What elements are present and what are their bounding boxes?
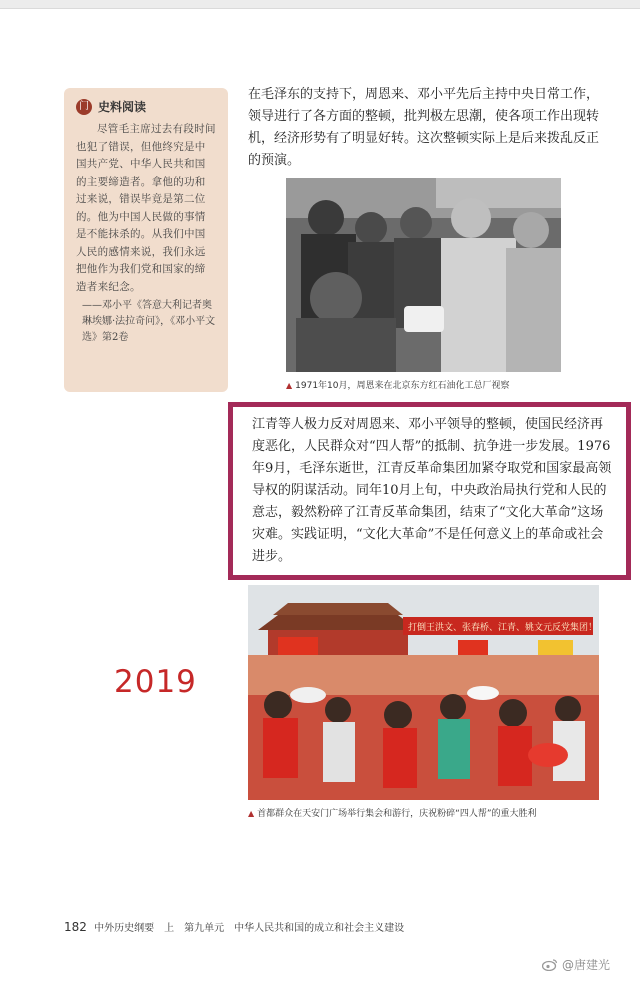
top-bar-divider xyxy=(0,8,640,9)
photo-celebration-caption-text: 首都群众在天安门广场举行集会和游行，庆祝粉碎“四人帮”的重大胜利 xyxy=(257,809,537,819)
reading-icon: 门 xyxy=(76,99,92,115)
caption-triangle-icon: ▲ xyxy=(248,809,255,818)
paragraph-top: 在毛泽东的支持下，周恩来、邓小平先后主持中央日常工作，领导进行了各方面的整顿，批判极左思潮，使各项工作出现转机，经济形势有了明显好转。这次整顿实际上是后来拨乱反正的预演。 xyxy=(248,87,600,168)
banner-text: 打倒王洪文、张春桥、江青、姚文元反党集团！ xyxy=(408,623,598,633)
photo-inspection-image xyxy=(286,178,561,372)
watermark xyxy=(542,956,610,973)
sidebar-body: 尽管毛主席过去有段时间也犯了错误，但他终究是中国共产党、中华人民共和国的主要缔造者。拿他的功和过来说，错误毕竟是第二位的。他为中国人民做的事情是不能抹杀的。从我们中国人民的感情来说，我们永远把他作为我们党和国家的缔造者来纪念。 xyxy=(76,123,216,293)
reading-sidebar xyxy=(64,88,228,392)
photo-inspection-caption-text: 1971年10月，周恩来在北京东方红石油化工总厂视察 xyxy=(295,381,510,391)
weibo-icon xyxy=(542,958,558,971)
photo-celebration-image xyxy=(248,585,599,800)
top-bar xyxy=(0,0,640,8)
photo-inspection xyxy=(286,178,561,372)
photo-celebration xyxy=(248,585,599,800)
caption-triangle-icon: ▲ xyxy=(286,381,293,390)
year-label: 2019 xyxy=(114,664,197,700)
watermark-text: @唐建光 xyxy=(562,958,611,972)
photo-celebration-caption xyxy=(248,806,536,819)
photo-inspection-caption xyxy=(286,378,510,391)
page-footer xyxy=(64,919,404,934)
sidebar-citation: ——邓小平《答意大利记者奥琳埃娜·法拉奇问》，《邓小平文选》第2卷 xyxy=(82,300,216,343)
footer-text: 中外历史纲要 上 第九单元 中华人民共和国的成立和社会主义建设 xyxy=(94,923,405,934)
sidebar-header xyxy=(76,98,216,115)
highlight-paragraph: 江青等人极力反对周恩来、邓小平领导的整顿，使国民经济再度恶化，人民群众对“四人帮”的抵制、抗争进一步发展。1976年9月，毛泽东逝世，江青反革命集团加紧夺取党和国家最高领导权的阴谋活动。同年10月上旬，中央政治局执行党和人民的意志，毅然粉碎了江青反革命集团，结束了“文化大革命”这场灾难。实践证明，“文化大革命”不是任何意义上的革命或社会进步。 xyxy=(252,417,612,564)
sidebar-title: 史料阅读 xyxy=(98,100,147,114)
page-number: 182 xyxy=(64,920,87,934)
